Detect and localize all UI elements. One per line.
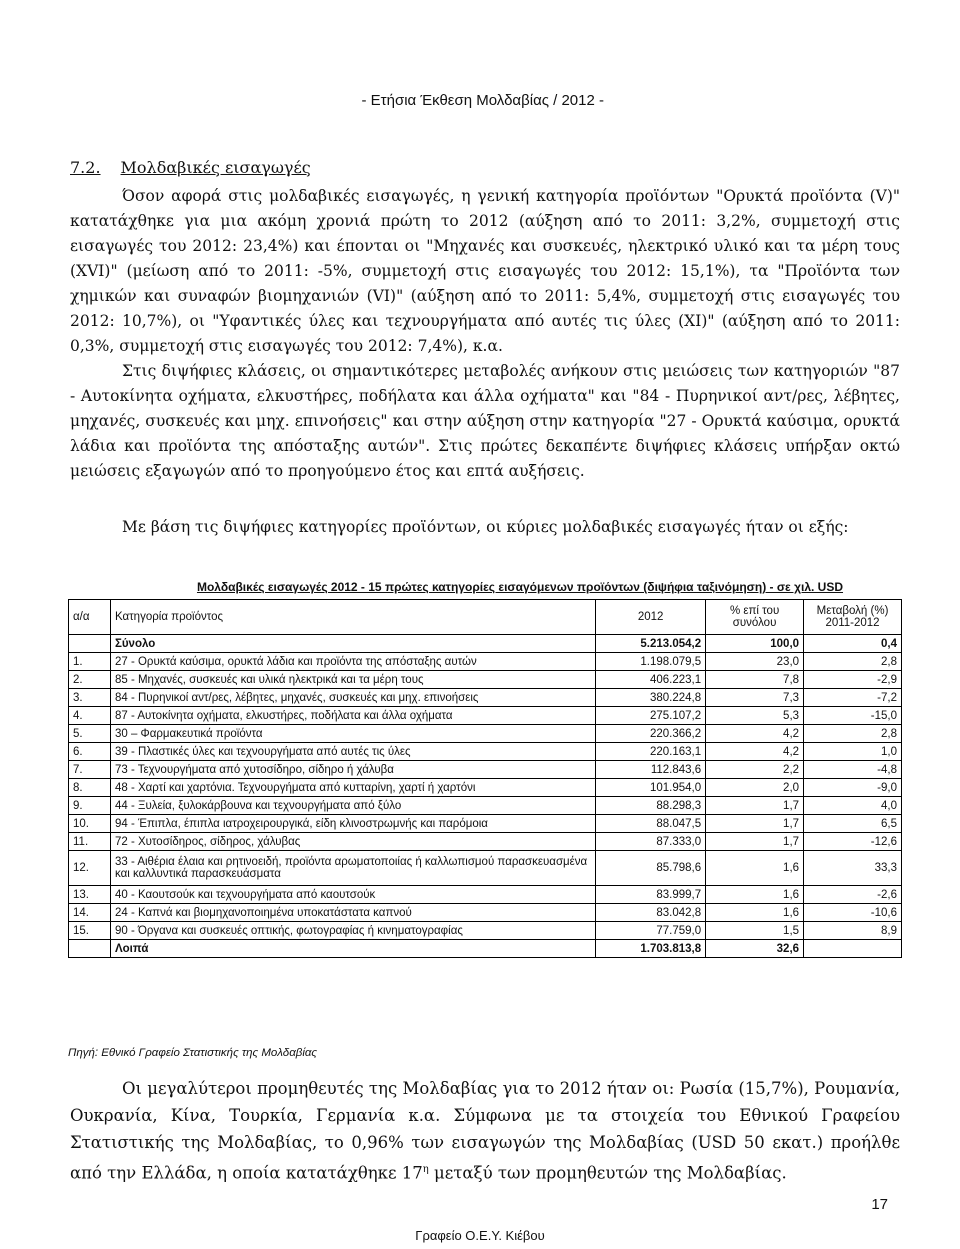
row-change: -15,0 [804,707,902,725]
row-value: 88.298,3 [596,797,706,815]
section-heading [70,158,311,177]
paragraph-4: Οι μεγαλύτεροι προμηθευτές της Μολδαβίας για το 2012 ήταν οι: Ρωσία (15,7%), Ρουμανία, Ουκρανία, Κίνα, Τουρκία, Γερμανία κ.α. Σύμφωνα με τα στοιχεία του Εθνικού Γραφείου Στατιστικής της Μολδαβίας, το 0,96% των εισαγωγών της Μολδαβίας (USD 50 εκατ.) προήλθε από την Ελλάδα, η οποία κατατάχθηκε $17^\eta$ μεταξύ των προμηθευτών της Μολδαβίας. [70,1079,900,1183]
table-row [69,779,902,797]
page-number: 17 [871,1196,888,1213]
row-change: 8,9 [804,922,902,940]
row-value: 83.042,8 [596,904,706,922]
row-category: 94 - Έπιπλα, έπιπλα ιατροχειρουργικά, είδη κλινοστρωμνής και παρόμοια [110,815,595,833]
intro-text [70,184,900,484]
row-index: 7. [69,761,111,779]
row-share: 1,5 [706,922,804,940]
table-row [69,886,902,904]
row-share: 5,3 [706,707,804,725]
row-share: 1,6 [706,886,804,904]
row-category: 73 - Τεχνουργήματα από χυτοσίδηρο, σίδηρο ή χάλυβα [110,761,595,779]
row-share: 23,0 [706,653,804,671]
row-change: -4,8 [804,761,902,779]
table-source: Πηγή: Εθνικό Γραφείο Στατιστικής της Μολδαβίας [68,1047,318,1059]
row-value: 220.366,2 [596,725,706,743]
table-row [69,797,902,815]
row-category: 84 - Πυρηνικοί αντ/ρες, λέβητες, μηχανές, συσκευές και μηχ. επινοήσεις [110,689,595,707]
row-category: 85 - Μηχανές, συσκευές και υλικά ηλεκτρικά και τα μέρη τους [110,671,595,689]
row-index: 1. [69,653,111,671]
table-title: Μολδαβικές εισαγωγές 2012 - 15 πρώτες κατηγορίες εισαγόμενων προϊόντων (διψήφια ταξινόμηση) - σε χιλ. USD [196,580,844,594]
row-category: 87 - Αυτοκίνητα οχήματα, ελκυστήρες, ποδήλατα και άλλα οχήματα [110,707,595,725]
row-index: 12. [69,851,111,886]
row-category: 48 - Χαρτί και χαρτόνια. Τεχνουργήματα από κυτταρίνη, χαρτί ή χαρτόνι [110,779,595,797]
row-category: 90 - Όργανα και συσκευές οπτικής, φωτογραφίας ή κινηματογραφίας [110,922,595,940]
header-change: Μεταβολή (%) 2011-2012 [804,600,902,635]
row-index: 6. [69,743,111,761]
row-change: 2,8 [804,725,902,743]
row-share: 1,7 [706,833,804,851]
row-value: 88.047,5 [596,815,706,833]
paragraph-3: Με βάση τις διψήφιες κατηγορίες προϊόντων, οι κύριες μολδαβικές εισαγωγές ήταν οι εξής: [122,518,849,536]
row-change: -12,6 [804,833,902,851]
row-index: 13. [69,886,111,904]
row-index: 4. [69,707,111,725]
row-change: 2,8 [804,653,902,671]
row-index: 9. [69,797,111,815]
table-intro-text [70,515,900,540]
row-change: -9,0 [804,779,902,797]
rest-index [69,940,111,958]
row-value: 1.198.079,5 [596,653,706,671]
row-change: 1,0 [804,743,902,761]
suppliers-text [70,1075,900,1187]
row-change: 6,5 [804,815,902,833]
row-change: -2,9 [804,671,902,689]
row-category: 72 - Χυτοσίδηρος, σίδηρος, χάλυβας [110,833,595,851]
paragraph-1: Όσον αφορά στις μολδαβικές εισαγωγές, η γενική κατηγορία προϊόντων "Ορυκτά προϊόντα (V)" κατατάχθηκε για μια ακόμη χρονιά πρώτη το 2012 (αύξηση από το 2011: 3,2%, συμμετοχή στις εισαγωγές του 2012: 23,4%) και έπονται οι "Μηχανές και συσκευές, ηλεκτρικό υλικό και τα μέρη τους (XVI)" (μείωση από το 2011: -5%, συμμετοχή στις εισαγωγές του 2012: 15,1%), τα "Προϊόντα των χημικών και συναφών βιομηχανιών (VI)" (αύξηση από το 2011: 5,4%, συμμετοχή στις εισαγωγές του 2012: 10,7%), οι "Υφαντικές ύλες και τεχνουργήματα από αυτές τις ύλες (XI)" (αύξηση από το 2011: 0,3%, συμμετοχή στις εισαγωγές του 2012: 7,4%), κ.α. [70,187,900,355]
section-title: Μολδαβικές εισαγωγές [120,158,311,177]
table-row [69,922,902,940]
row-index: 2. [69,671,111,689]
row-category: 24 - Καπνά και βιομηχανοποιημένα υποκατάστατα καπνού [110,904,595,922]
row-share: 1,6 [706,904,804,922]
row-share: 4,2 [706,725,804,743]
row-value: 220.163,1 [596,743,706,761]
table-row [69,761,902,779]
table-row [69,743,902,761]
paragraph-2: Στις διψήφιες κλάσεις, οι σημαντικότερες μεταβολές ανήκουν στις μειώσεις των κατηγοριών "87 - Αυτοκίνητα οχήματα, ελκυστήρες, ποδήλατα και άλλα οχήματα" και "84 - Πυρηνικοί αντ/ρες, λέβητες, μηχανές, συσκευές και μηχ. επινοήσεις" και στην αύξηση στην κατηγορία "27 - Ορυκτά καύσιμα, ορυκτά λάδια και προϊόντα της απόσταξης αυτών". Στις πρώτες δεκαπέντε διψήφιες κλάσεις υπήρξαν οκτώ μειώσεις εξαγωγών από το προηγούμενο έτος και επτά αυξήσεις. [70,362,900,480]
total-change: 0,4 [804,635,902,653]
rest-change [804,940,902,958]
table-row [69,815,902,833]
rest-value: 1.703.813,8 [596,940,706,958]
rest-row [69,940,902,958]
total-share: 100,0 [706,635,804,653]
row-value: 380.224,8 [596,689,706,707]
table-row [69,707,902,725]
row-change: -7,2 [804,689,902,707]
imports-table [68,599,902,958]
table-header-row [69,600,902,635]
table-row [69,689,902,707]
row-share: 1,7 [706,797,804,815]
row-category: 39 - Πλαστικές ύλες και τεχνουργήματα από αυτές τις ύλες [110,743,595,761]
rest-share: 32,6 [706,940,804,958]
row-value: 77.759,0 [596,922,706,940]
table-row [69,671,902,689]
row-category: 27 - Ορυκτά καύσιμα, ορυκτά λάδια και προϊόντα της απόσταξης αυτών [110,653,595,671]
total-value: 5.213.054,2 [596,635,706,653]
table-row [69,904,902,922]
row-value: 85.798,6 [596,851,706,886]
rest-label: Λοιπά [110,940,595,958]
header-index: α/α [69,600,111,635]
table-row [69,833,902,851]
row-index: 10. [69,815,111,833]
row-index: 11. [69,833,111,851]
row-value: 83.999,7 [596,886,706,904]
row-value: 101.954,0 [596,779,706,797]
row-change: -10,6 [804,904,902,922]
row-category: 30 – Φαρμακευτικά προϊόντα [110,725,595,743]
row-index: 15. [69,922,111,940]
row-index: 14. [69,904,111,922]
row-value: 112.843,6 [596,761,706,779]
row-change: -2,6 [804,886,902,904]
row-share: 7,8 [706,671,804,689]
total-label: Σύνολο [110,635,595,653]
row-share: 1,7 [706,815,804,833]
row-value: 275.107,2 [596,707,706,725]
row-index: 3. [69,689,111,707]
row-category: 33 - Αιθέρια έλαια και ρητινοειδή, προϊόντα αρωματοποιίας ή καλλωπισμού παρασκευασμένα και καλλυντικά παρασκευάσματα [110,851,595,886]
row-change: 4,0 [804,797,902,815]
row-index: 5. [69,725,111,743]
row-share: 1,6 [706,851,804,886]
total-row [69,635,902,653]
row-value: 406.223,1 [596,671,706,689]
table-row [69,725,902,743]
row-category: 44 - Ξυλεία, ξυλοκάρβουνα και τεχνουργήματα από ξύλο [110,797,595,815]
footer-office: Γραφείο Ο.Ε.Υ. Κιέβου [415,1228,545,1243]
row-change: 33,3 [804,851,902,886]
header-value: 2012 [596,600,706,635]
table-row [69,851,902,886]
row-value: 87.333,0 [596,833,706,851]
header-share: % επί του συνόλου [706,600,804,635]
row-share: 4,2 [706,743,804,761]
row-share: 2,0 [706,779,804,797]
row-share: 7,3 [706,689,804,707]
row-category: 40 - Καουτσούκ και τεχνουργήματα από καουτσούκ [110,886,595,904]
running-header: - Ετήσια Έκθεση Μολδαβίας / 2012 - [361,92,604,109]
row-index: 8. [69,779,111,797]
table-row [69,653,902,671]
header-category: Κατηγορία προϊόντος [110,600,595,635]
row-share: 2,2 [706,761,804,779]
section-number: 7.2. [70,158,101,177]
